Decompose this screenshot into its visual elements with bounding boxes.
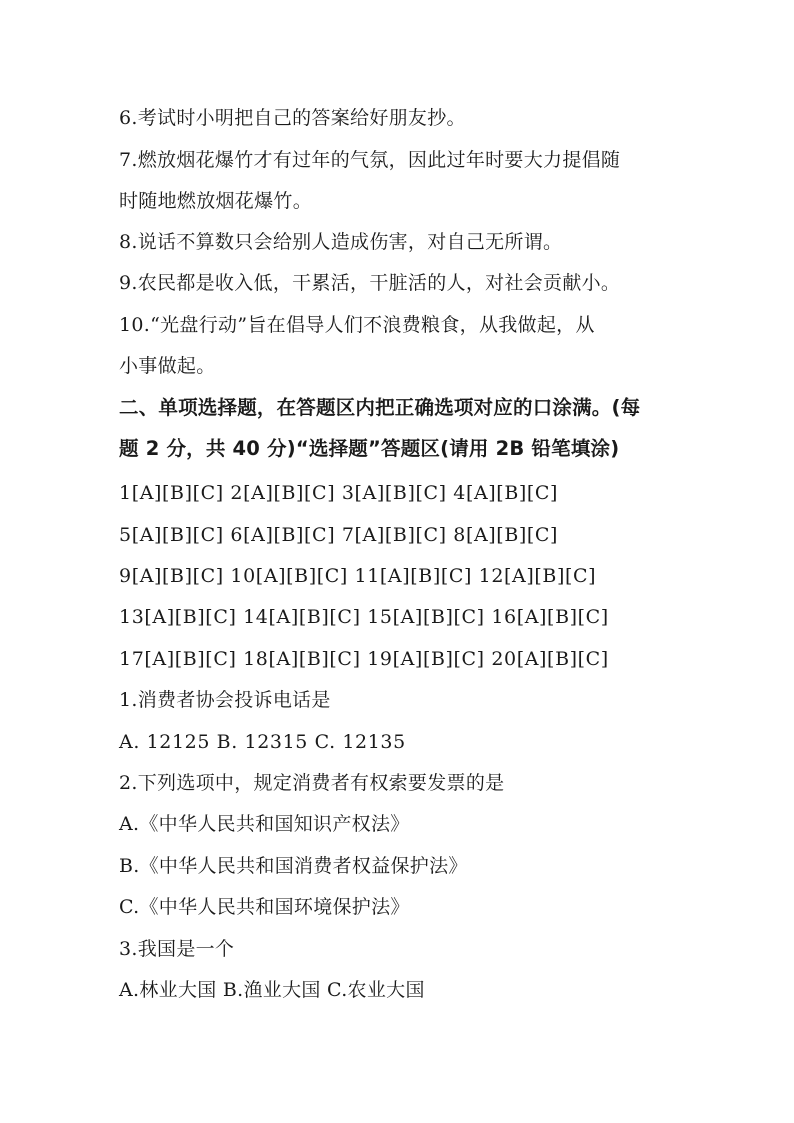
section-heading-line1: 二、单项选择题，在答题区内把正确选项对应的口涂满。(每 <box>119 396 641 419</box>
question-2-option-c: C.《中华人民共和国环境保护法》 <box>119 896 410 918</box>
judgment-item-8: 8.说话不算数只会给别人造成伤害，对自己无所谓。 <box>119 231 563 253</box>
question-1-options: A. 12125 B. 12315 C. 12135 <box>119 731 406 753</box>
question-1: 1.消费者协会投诉电话是 <box>119 689 331 711</box>
judgment-item-7-line2: 时随地燃放烟花爆竹。 <box>119 190 313 212</box>
question-3-options: A.林业大国 B.渔业大国 C.农业大国 <box>119 979 425 1001</box>
answer-grid-row-2: 5[A][B][C] 6[A][B][C] 7[A][B][C] 8[A][B][C] <box>119 524 559 546</box>
answer-grid-row-4: 13[A][B][C] 14[A][B][C] 15[A][B][C] 16[A][B][C] <box>119 606 609 628</box>
answer-grid-row-1: 1[A][B][C] 2[A][B][C] 3[A][B][C] 4[A][B][C] <box>119 482 559 504</box>
judgment-item-6: 6.考试时小明把自己的答案给好朋友抄。 <box>119 107 466 129</box>
judgment-item-7-line1: 7.燃放烟花爆竹才有过年的气氛，因此过年时要大力提倡随 <box>119 149 621 171</box>
question-2-option-b: B.《中华人民共和国消费者权益保护法》 <box>119 855 468 877</box>
question-2: 2.下列选项中，规定消费者有权索要发票的是 <box>119 772 505 794</box>
section-heading-line2: 题 2 分，共 40 分)“选择题”答题区(请用 2B 铅笔填涂) <box>119 437 620 460</box>
question-3: 3.我国是一个 <box>119 938 235 960</box>
judgment-item-10-line1: 10.“光盘行动”旨在倡导人们不浪费粮食，从我做起，从 <box>119 314 595 336</box>
judgment-item-10-line2: 小事做起。 <box>119 355 216 377</box>
judgment-item-9: 9.农民都是收入低，干累活，干脏活的人，对社会贡献小。 <box>119 272 621 294</box>
answer-grid-row-5: 17[A][B][C] 18[A][B][C] 19[A][B][C] 20[A][B][C] <box>119 648 609 670</box>
question-2-option-a: A.《中华人民共和国知识产权法》 <box>119 813 410 835</box>
answer-grid-row-3: 9[A][B][C] 10[A][B][C] 11[A][B][C] 12[A][B][C] <box>119 565 597 587</box>
